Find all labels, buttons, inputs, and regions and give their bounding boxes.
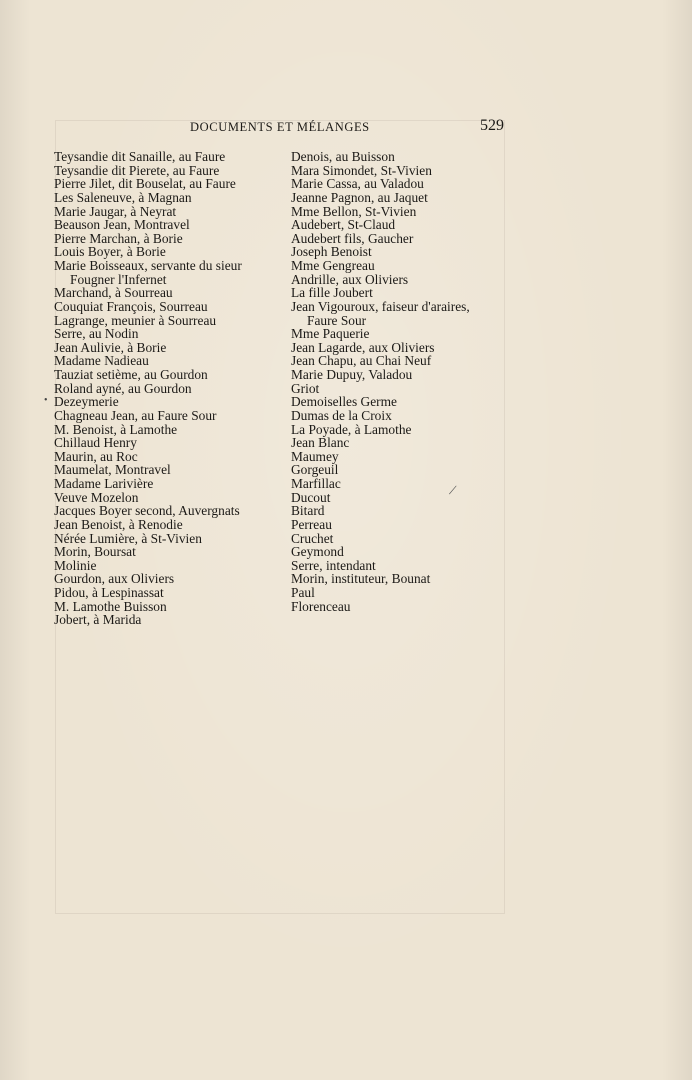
- list-item: [291, 191, 510, 205]
- entry-text: Tauziat setième, au Gourdon: [54, 367, 208, 382]
- entry-text: Morin, instituteur, Bounat: [291, 571, 431, 587]
- entry-text: Gorgeuil: [291, 462, 339, 478]
- list-item: [54, 572, 273, 586]
- entry-text: Marie Cassa, au Valadou: [291, 176, 424, 192]
- list-item: [291, 300, 510, 327]
- list-item: [291, 409, 510, 423]
- entry-text: Denois, au Buisson: [291, 149, 395, 164]
- margin-mark: •: [44, 395, 48, 406]
- entry-text: Marfillac: [291, 476, 341, 491]
- entry-text: Pierre Jilet, dit Bouselat, au Faure: [54, 176, 236, 192]
- list-item: [291, 273, 510, 287]
- list-item: [291, 354, 510, 368]
- list-item: [54, 395, 273, 409]
- entry-text: M. Benoist, à Lamothe: [54, 421, 178, 437]
- page-header: [0, 117, 692, 140]
- list-item: [54, 164, 273, 178]
- list-item: [54, 532, 273, 546]
- entry-text: Jean Benoist, à Renodie: [54, 516, 183, 532]
- list-item: [291, 259, 510, 273]
- entry-text: Jean Vigouroux, faiseur d'araires,: [291, 298, 470, 314]
- entry-text: Nérée Lumière, à St-Vivien: [54, 530, 202, 546]
- list-item: [291, 504, 510, 518]
- entry-text: Dezeymerie: [54, 394, 119, 410]
- list-item: [54, 518, 273, 532]
- entry-text: Marie Boisseaux, servante du sieur: [54, 258, 242, 273]
- entry-text: M. Lamothe Buisson: [54, 598, 167, 614]
- list-item: [54, 382, 273, 396]
- entry-text: Mme Paquerie: [291, 326, 370, 342]
- list-item: [291, 545, 510, 559]
- list-item: [291, 382, 510, 396]
- entry-text: Florenceau: [291, 598, 351, 614]
- entry-text: Mme Bellon, St-Vivien: [291, 203, 417, 219]
- list-item: [54, 259, 273, 286]
- entry-text: Andrille, aux Oliviers: [291, 271, 409, 287]
- running-head: DOCUMENTS ET MÉLANGES: [190, 120, 370, 134]
- entry-text: Jean Chapu, au Chai Neuf: [291, 353, 432, 369]
- list-item: [291, 205, 510, 219]
- entry-text: Jean Lagarde, aux Oliviers: [291, 339, 435, 355]
- list-item: [54, 423, 273, 437]
- list-item: [54, 545, 273, 559]
- list-item: [291, 423, 510, 437]
- entry-text: Griot: [291, 380, 320, 396]
- entry-text: Veuve Mozelon: [54, 489, 139, 505]
- entry-text: Jean Aulivie, à Borie: [54, 339, 167, 355]
- entry-text: Mme Gengreau: [291, 258, 375, 273]
- list-item: [54, 368, 273, 382]
- list-item: [54, 559, 273, 573]
- entry-text: Teysandie dit Pierete, au Faure: [54, 162, 220, 178]
- list-item: [291, 327, 510, 341]
- entry-text: Roland ayné, au Gourdon: [54, 380, 192, 396]
- entry-text: Beauson Jean, Montravel: [54, 217, 190, 233]
- entry-text: Mara Simondet, St-Vivien: [291, 162, 432, 178]
- entry-text: Madame Larivière: [54, 476, 154, 491]
- list-item: [291, 586, 510, 600]
- entry-text: Bitard: [291, 503, 325, 519]
- entry-text: Jean Blanc: [291, 435, 350, 451]
- entry-text: Perreau: [291, 516, 332, 532]
- list-item: [291, 395, 510, 409]
- list-item: [291, 286, 510, 300]
- list-item: [54, 150, 273, 164]
- entry-text: Geymond: [291, 544, 344, 560]
- list-item: [54, 436, 273, 450]
- entry-text: Les Saleneuve, à Magnan: [54, 189, 192, 205]
- list-item: [54, 191, 273, 205]
- list-item: [54, 205, 273, 219]
- entry-text: Gourdon, aux Oliviers: [54, 571, 175, 587]
- entry-text: Louis Boyer, à Borie: [54, 244, 166, 260]
- entry-text: Molinie: [54, 557, 97, 573]
- entry-text: Maumelat, Montravel: [54, 462, 171, 478]
- list-item: [291, 450, 510, 464]
- entry-text: Pidou, à Lespinassat: [54, 585, 164, 600]
- list-item: [54, 477, 273, 491]
- entry-text: Morin, Boursat: [54, 544, 136, 560]
- entry-text: Chagneau Jean, au Faure Sour: [54, 407, 217, 423]
- entry-text: Marie Jaugar, à Neyrat: [54, 203, 177, 219]
- entry-text: Dumas de la Croix: [291, 407, 392, 423]
- list-item: [54, 613, 273, 627]
- entry-text: Pierre Marchan, à Borie: [54, 230, 183, 246]
- entry-text: Serre, intendant: [291, 557, 376, 573]
- entry-text: Marie Dupuy, Valadou: [291, 367, 413, 382]
- entry-continuation: Fougner l'Infernet: [70, 271, 167, 287]
- list-item: [54, 341, 273, 355]
- entry-text: Madame Nadieau: [54, 353, 149, 369]
- list-item: [54, 504, 273, 518]
- list-item: [291, 232, 510, 246]
- entry-text: Jeanne Pagnon, au Jaquet: [291, 189, 428, 205]
- list-item: [54, 409, 273, 423]
- list-item: [54, 177, 273, 191]
- entry-text: Ducout: [291, 489, 331, 505]
- entry-text: Audebert, St-Claud: [291, 217, 396, 233]
- list-item: [291, 600, 510, 614]
- list-item: [291, 368, 510, 382]
- entry-text: Cruchet: [291, 530, 334, 546]
- list-item: [54, 327, 273, 341]
- list-item: [291, 341, 510, 355]
- list-item: [54, 218, 273, 232]
- list-item: [291, 218, 510, 232]
- list-item: [54, 600, 273, 614]
- list-item: [291, 164, 510, 178]
- pencil-tick-mark: |: [448, 482, 459, 496]
- list-item: [291, 177, 510, 191]
- list-item: [54, 314, 273, 328]
- right-column: [291, 150, 510, 613]
- entry-continuation: Faure Sour: [307, 312, 367, 328]
- list-item: [54, 491, 273, 505]
- list-item: [54, 450, 273, 464]
- entry-text: Maumey: [291, 448, 339, 464]
- entry-text: Serre, au Nodin: [54, 326, 139, 342]
- entry-text: Jacques Boyer second, Auvergnats: [54, 503, 240, 519]
- list-item: [291, 559, 510, 573]
- list-item: [54, 300, 273, 314]
- left-column: [54, 150, 273, 627]
- entry-text: Jobert, à Marida: [54, 612, 142, 628]
- entry-text: Chillaud Henry: [54, 435, 137, 451]
- list-item: [291, 463, 510, 477]
- entry-text: Maurin, au Roc: [54, 448, 138, 464]
- list-item: [54, 232, 273, 246]
- list-item: [54, 354, 273, 368]
- entry-text: Paul: [291, 585, 315, 600]
- list-item: [291, 477, 510, 491]
- list-item: [291, 491, 510, 505]
- list-item: [54, 245, 273, 259]
- entry-text: Couquiat François, Sourreau: [54, 298, 208, 314]
- list-item: [291, 518, 510, 532]
- entry-text: La Poyade, à Lamothe: [291, 421, 412, 437]
- entry-text: Audebert fils, Gaucher: [291, 230, 414, 246]
- list-item: [54, 463, 273, 477]
- list-item: [291, 150, 510, 164]
- list-item: [291, 436, 510, 450]
- page-number: 529: [480, 117, 504, 134]
- entry-text: Joseph Benoist: [291, 244, 372, 260]
- entry-text: Marchand, à Sourreau: [54, 285, 173, 301]
- list-item: [54, 586, 273, 600]
- entry-text: Lagrange, meunier à Sourreau: [54, 312, 217, 328]
- entry-text: Demoiselles Germe: [291, 394, 397, 410]
- list-item: [291, 245, 510, 259]
- list-item: [291, 532, 510, 546]
- entry-text: Teysandie dit Sanaille, au Faure: [54, 149, 226, 164]
- list-item: [291, 572, 510, 586]
- entry-text: La fille Joubert: [291, 285, 373, 301]
- list-item: [54, 286, 273, 300]
